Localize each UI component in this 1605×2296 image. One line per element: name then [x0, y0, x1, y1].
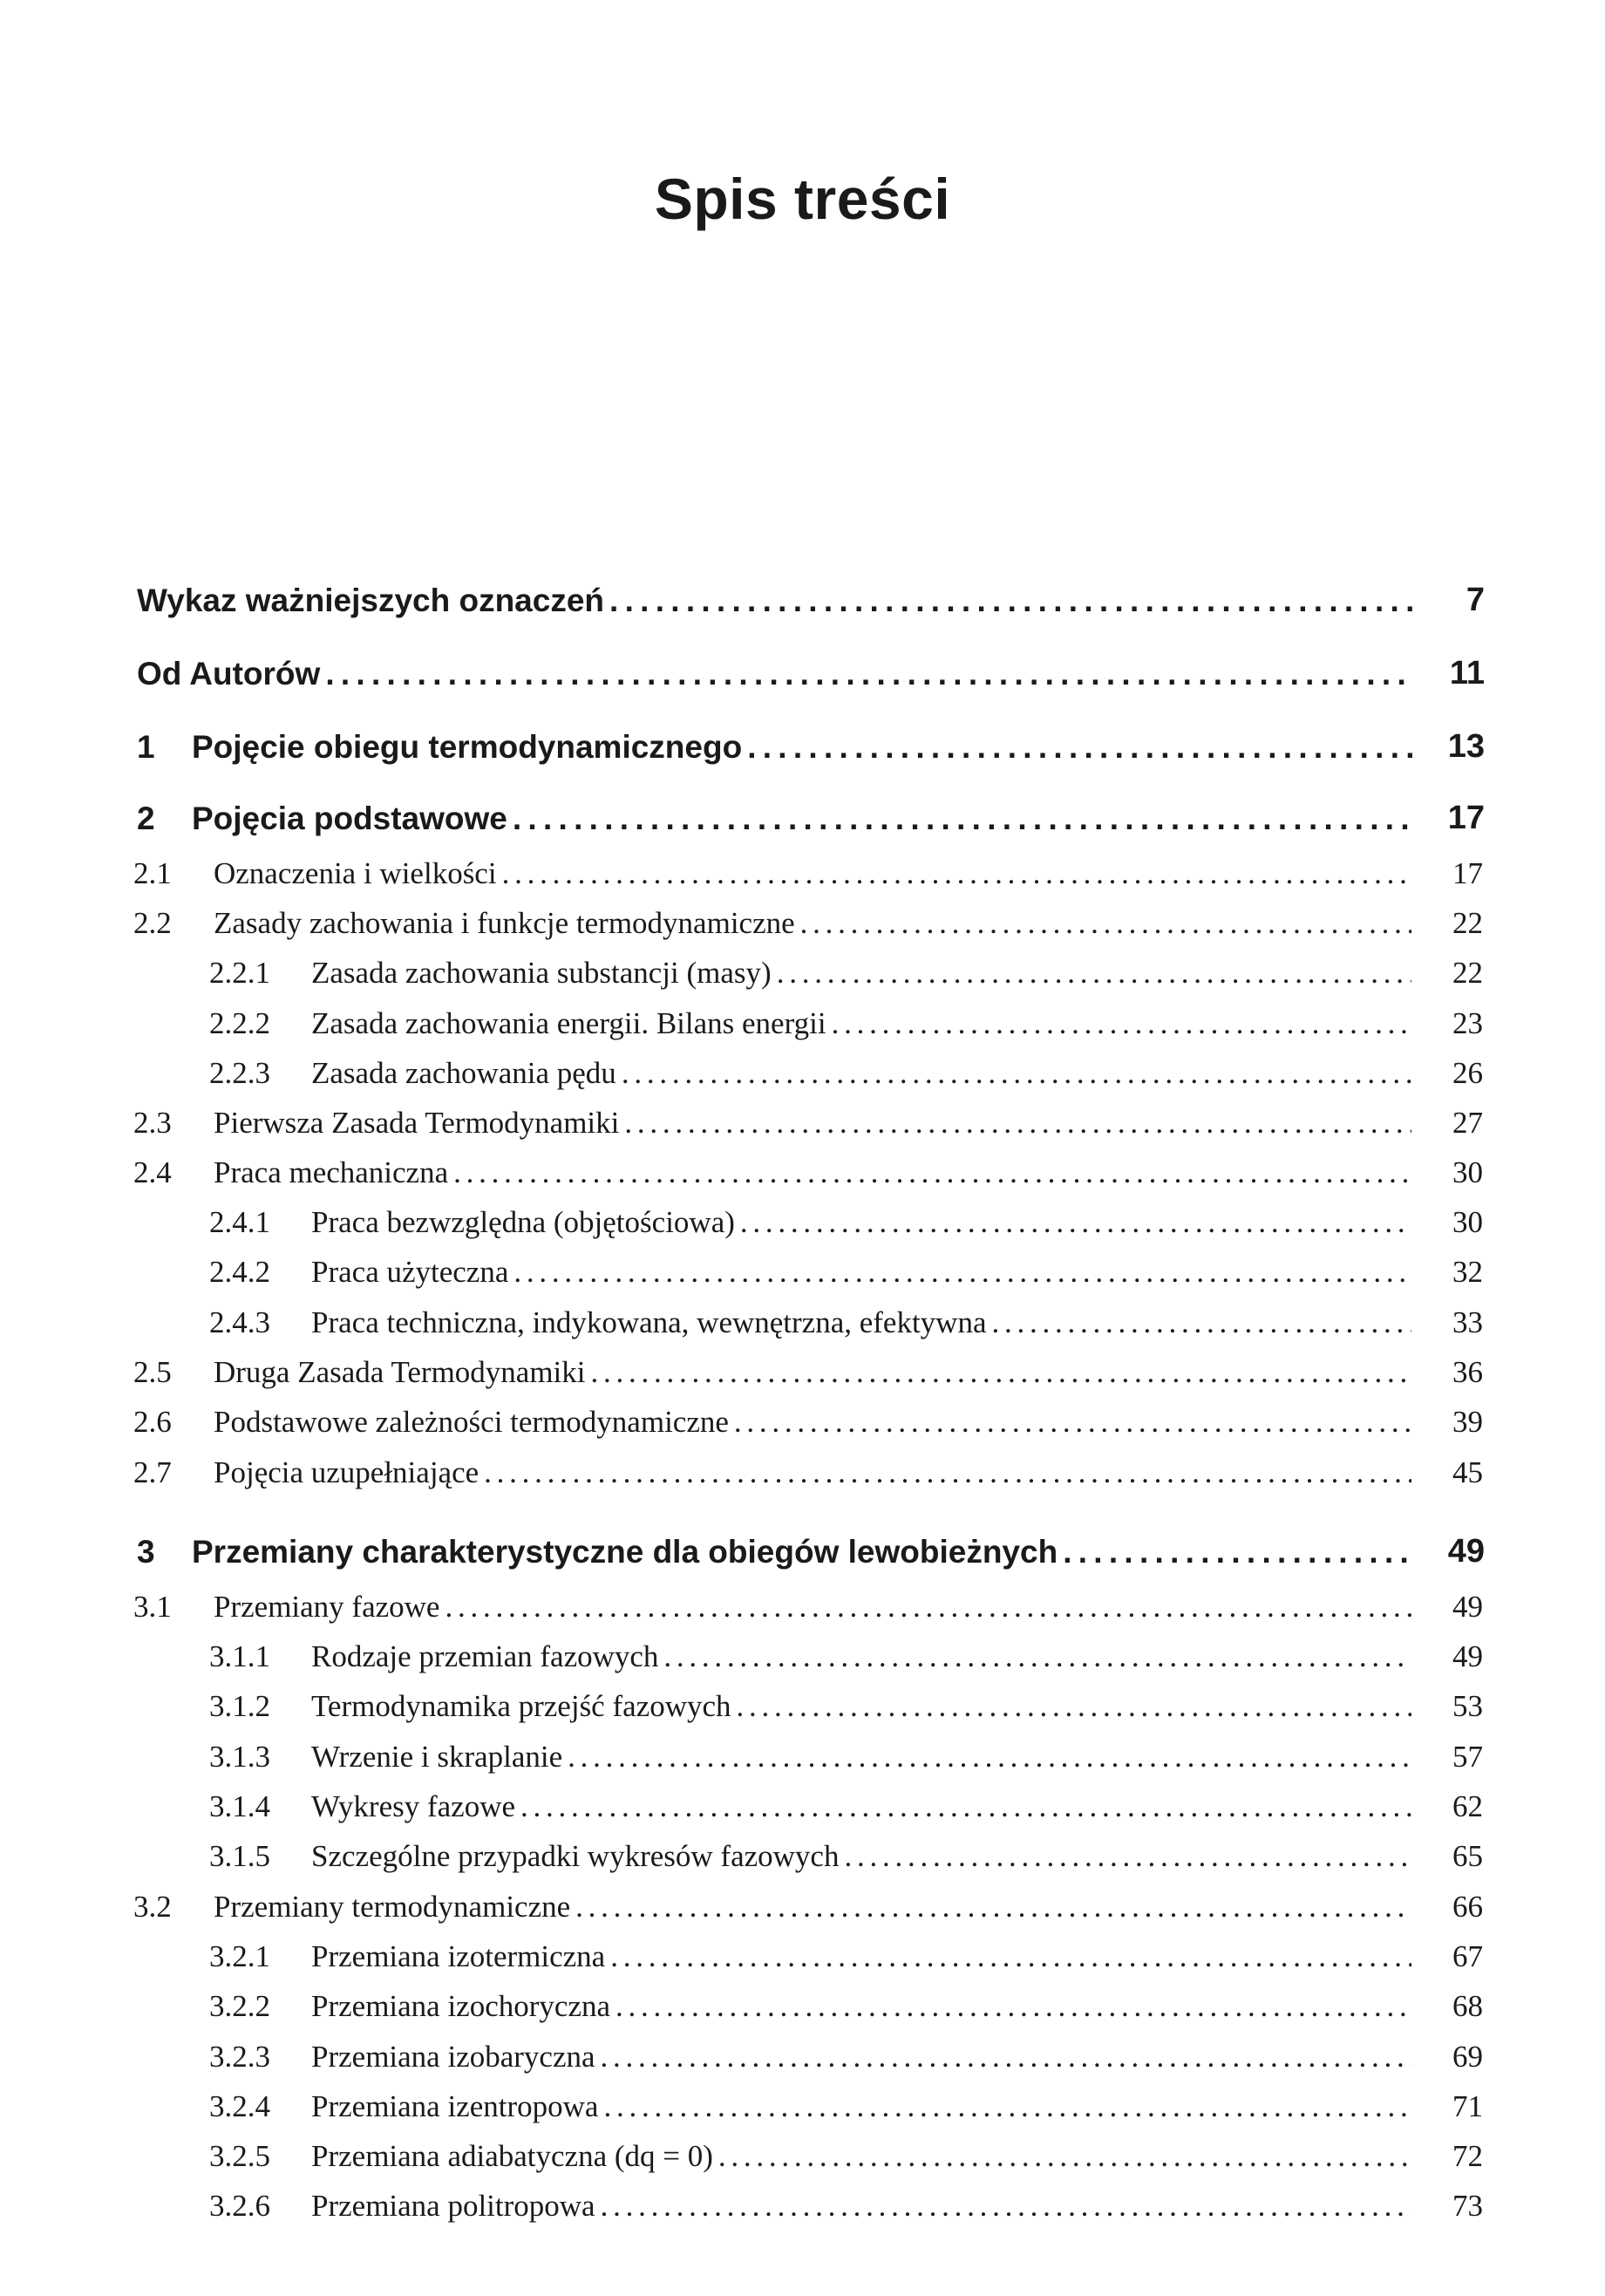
toc-entry-number: 3.1.5: [209, 1839, 270, 1873]
toc-entry-title: Rodzaje przemian fazowych: [311, 1639, 659, 1673]
toc-leader-dots: [603, 2091, 1411, 2122]
page-title: Spis treści: [654, 167, 951, 231]
toc-entry-number: 2.4.2: [209, 1255, 270, 1289]
toc-entry-title: Pojęcia uzupełniające: [214, 1455, 479, 1489]
toc-entry-title: Wrzenie i skraplanie: [311, 1740, 563, 1774]
toc-entry-title: Przemiana izentropowa: [311, 2089, 599, 2123]
toc-section-entry: [0, 1045, 1605, 1088]
toc-section-entry: [0, 2128, 1605, 2171]
toc-page-number: 49: [1452, 1590, 1483, 1624]
toc-page-number: 30: [1452, 1205, 1483, 1239]
toc-entry-number: 2.7: [133, 1455, 172, 1489]
toc-page-number: 7: [1466, 582, 1485, 618]
toc-section-entry: [0, 845, 1605, 889]
toc-section-entry: [0, 895, 1605, 938]
toc-section-entry: [0, 1194, 1605, 1237]
toc-leader-dots: [622, 1058, 1411, 1088]
toc-leader-dots: [610, 1941, 1411, 1972]
toc-entry-title: Zasada zachowania pędu: [311, 1056, 616, 1090]
toc-entry-title: Przemiany termodynamiczne: [214, 1890, 571, 1924]
toc-page-number: 73: [1452, 2189, 1483, 2223]
toc-entry-number: 2.2.1: [209, 956, 270, 990]
toc-entry-title: Szczególne przypadki wykresów fazowych: [311, 1839, 840, 1873]
toc-section-entry: [0, 2078, 1605, 2122]
toc-section-entry: [0, 1678, 1605, 1721]
toc-page-number: 17: [1447, 800, 1485, 836]
toc-leader-dots: [445, 1591, 1411, 1622]
toc-entry-number: 2.2: [133, 906, 172, 940]
toc-entry-number: 3.2.3: [209, 2040, 270, 2074]
toc-leader-dots: [520, 1791, 1411, 1822]
toc-entry-number: 3.2.4: [209, 2089, 270, 2123]
toc-entry-title: Przemiana izotermiczna: [311, 1939, 606, 1973]
toc-entry-title: Wykaz ważniejszych oznaczeń: [137, 583, 605, 618]
toc-page-number: 22: [1452, 956, 1483, 990]
toc-section-entry: [0, 1444, 1605, 1488]
toc-entry-number: 3.2: [133, 1890, 172, 1924]
toc-leader-dots: [591, 1357, 1412, 1387]
toc-entry-number: 3.2.5: [209, 2139, 270, 2173]
toc-entry-title: Pierwsza Zasada Termodynamiki: [214, 1106, 620, 1140]
toc-entry-number: 3.1.2: [209, 1689, 270, 1723]
toc-page-number: 22: [1452, 906, 1483, 940]
toc-entry-number: 2.2.2: [209, 1006, 270, 1040]
toc-entry-number: 2.4.1: [209, 1205, 270, 1239]
toc-entry-title: Przemiany charakterystyczne dla obiegów lewobieżnych: [192, 1534, 1058, 1570]
toc-leader-dots: [453, 1157, 1411, 1188]
toc-page-number: 68: [1452, 1989, 1483, 2023]
toc-section-entry: [0, 944, 1605, 988]
toc-entry-number: 3.1: [133, 1590, 172, 1624]
toc-page-number: 45: [1452, 1455, 1483, 1489]
toc-entry-title: Przemiana izobaryczna: [311, 2040, 595, 2074]
toc-chapter-entry: [0, 791, 1605, 835]
toc-leader-dots: [800, 908, 1411, 938]
toc-section-entry: [0, 1578, 1605, 1622]
toc-entry-title: Zasady zachowania i funkcje termodynamiczne: [214, 906, 795, 940]
toc-chapter-entry: [0, 573, 1605, 617]
toc-page-number: 71: [1452, 2089, 1483, 2123]
toc-page-number: 32: [1452, 1255, 1483, 1289]
toc-chapter-entry: [0, 646, 1605, 690]
toc-entry-number: 2.6: [133, 1405, 172, 1439]
toc-leader-dots: [663, 1641, 1411, 1672]
toc-page-number: 33: [1452, 1305, 1483, 1339]
toc-entry-number: 1: [137, 729, 155, 765]
toc-page-number: 13: [1447, 728, 1485, 765]
toc-entry-title: Zasada zachowania energii. Bilans energii: [311, 1006, 826, 1040]
toc-leader-dots: [624, 1107, 1411, 1138]
toc-section-entry: [0, 1928, 1605, 1972]
toc-entry-title: Termodynamika przejść fazowych: [311, 1689, 731, 1723]
toc-leader-dots: [718, 2141, 1411, 2171]
toc-chapter-entry: [0, 1524, 1605, 1568]
toc-entry-title: Wykresy fazowe: [311, 1789, 516, 1823]
toc-leader-dots: [325, 657, 1413, 690]
toc-leader-dots: [737, 1691, 1411, 1721]
toc-leader-dots: [513, 802, 1413, 835]
toc-leader-dots: [734, 1407, 1411, 1437]
toc-section-entry: [0, 995, 1605, 1039]
toc-chapter-entry: [0, 719, 1605, 763]
toc-page-number: 17: [1452, 856, 1483, 890]
toc-entry-title: Przemiany fazowe: [214, 1590, 440, 1624]
toc-page-number: 36: [1452, 1355, 1483, 1389]
toc-page-number: 30: [1452, 1155, 1483, 1189]
toc-entry-title: Praca mechaniczna: [214, 1155, 449, 1189]
toc-page-number: 67: [1452, 1939, 1483, 1973]
toc-leader-dots: [601, 2190, 1411, 2221]
toc-page-number: 57: [1452, 1740, 1483, 1774]
toc-leader-dots: [740, 1207, 1411, 1237]
toc-page-number: 49: [1447, 1533, 1485, 1570]
toc-entry-number: 3.2.6: [209, 2189, 270, 2223]
toc-page-number: 11: [1449, 655, 1485, 692]
toc-leader-dots: [1063, 1536, 1413, 1568]
toc-entry-number: 2.3: [133, 1106, 172, 1140]
toc-entry-title: Przemiana politropowa: [311, 2189, 595, 2223]
toc-entry-title: Praca bezwzględna (objętościowa): [311, 1205, 735, 1239]
toc-page-number: 27: [1452, 1106, 1483, 1140]
toc-page-number: 62: [1452, 1789, 1483, 1823]
toc-entry-title: Zasada zachowania substancji (masy): [311, 956, 772, 990]
toc-page-number: 39: [1452, 1405, 1483, 1439]
toc-entry-title: Oznaczenia i wielkości: [214, 856, 497, 890]
toc-entry-title: Praca użyteczna: [311, 1255, 509, 1289]
toc-section-entry: [0, 1878, 1605, 1922]
toc-entry-title: Od Autorów: [137, 656, 321, 692]
toc-section-entry: [0, 1628, 1605, 1672]
toc-leader-dots: [615, 1991, 1411, 2021]
toc-page-number: 23: [1452, 1006, 1483, 1040]
toc-entry-title: Przemiana adiabatyczna (dq = 0): [311, 2139, 713, 2173]
toc-section-entry: [0, 1294, 1605, 1338]
toc-page-number: 65: [1452, 1839, 1483, 1873]
toc-entry-number: 3.1.3: [209, 1740, 270, 1774]
toc-section-entry: [0, 2177, 1605, 2221]
toc-entry-number: 2.5: [133, 1355, 172, 1389]
toc-leader-dots: [601, 2041, 1411, 2072]
toc-leader-dots: [992, 1307, 1412, 1338]
toc-leader-dots: [747, 731, 1413, 763]
toc-section-entry: [0, 1243, 1605, 1287]
toc-entry-number: 3.1.4: [209, 1789, 270, 1823]
toc-entry-number: 2.4: [133, 1155, 172, 1189]
toc-page-number: 69: [1452, 2040, 1483, 2074]
toc-entry-number: 2.4.3: [209, 1305, 270, 1339]
toc-entry-number: 2.2.3: [209, 1056, 270, 1090]
toc-entry-number: 3.2.2: [209, 1989, 270, 2023]
toc-entry-title: Pojęcie obiegu termodynamicznego: [192, 729, 743, 765]
toc-entry-title: Podstawowe zależności termodynamiczne: [214, 1405, 729, 1439]
toc-section-entry: [0, 1094, 1605, 1138]
toc-entry-number: 3.2.1: [209, 1939, 270, 1973]
toc-page-number: 26: [1452, 1056, 1483, 1090]
toc-leader-dots: [844, 1841, 1411, 1871]
toc-entry-title: Praca techniczna, indykowana, wewnętrzna, efektywna: [311, 1305, 987, 1339]
toc-entry-number: 2: [137, 801, 155, 836]
toc-page-number: 66: [1452, 1890, 1483, 1924]
toc-entry-title: Pojęcia podstawowe: [192, 801, 507, 836]
toc-section-entry: [0, 1728, 1605, 1772]
toc-entry-number: 3.1.1: [209, 1639, 270, 1673]
toc-page-number: 72: [1452, 2139, 1483, 2173]
toc-section-entry: [0, 1144, 1605, 1188]
toc-entry-number: 3: [137, 1534, 155, 1570]
toc-leader-dots: [777, 957, 1411, 988]
toc-section-entry: [0, 1393, 1605, 1437]
toc-page-number: 53: [1452, 1689, 1483, 1723]
toc-leader-dots: [568, 1741, 1411, 1772]
toc-leader-dots: [832, 1008, 1411, 1039]
toc-page-number: 49: [1452, 1639, 1483, 1673]
toc-leader-dots: [609, 584, 1413, 617]
toc-leader-dots: [484, 1457, 1411, 1488]
toc-section-entry: [0, 1828, 1605, 1871]
toc-leader-dots: [502, 858, 1411, 889]
toc-entry-title: Druga Zasada Termodynamiki: [214, 1355, 586, 1389]
toc-entry-title: Przemiana izochoryczna: [311, 1989, 611, 2023]
toc-section-entry: [0, 2028, 1605, 2072]
toc-leader-dots: [575, 1891, 1411, 1922]
toc-section-entry: [0, 1778, 1605, 1822]
toc-entry-number: 2.1: [133, 856, 172, 890]
toc-section-entry: [0, 1344, 1605, 1387]
toc-leader-dots: [513, 1257, 1411, 1287]
toc-section-entry: [0, 1978, 1605, 2021]
